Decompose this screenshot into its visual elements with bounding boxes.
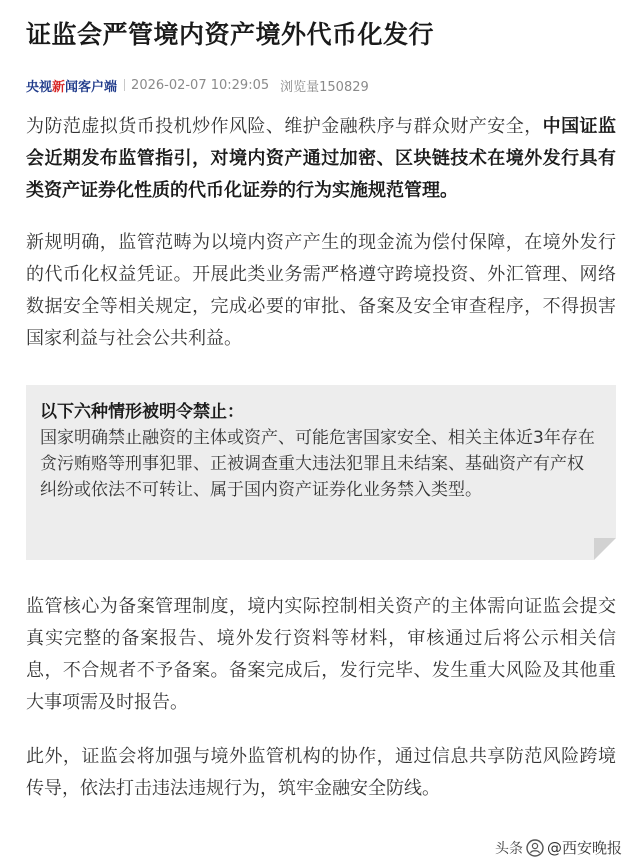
- article-meta: [26, 74, 616, 96]
- paragraph-1-text: 为防范虚拟货币投机炒作风险、维护金融秩序与群众财产安全，: [26, 116, 543, 137]
- source-name[interactable]: [26, 76, 117, 95]
- view-count: 浏览量150829: [280, 79, 369, 95]
- paragraph-1: [26, 111, 616, 207]
- page-fold-icon: [594, 538, 616, 560]
- watermark-account: @西安晚报: [546, 839, 622, 857]
- article-title: 证监会严管境内资产境外代币化发行: [26, 20, 435, 49]
- prohibition-quote-box: [26, 385, 616, 560]
- publish-datetime: 2026-02-07 10:29:05: [131, 77, 270, 93]
- article: [26, 0, 616, 805]
- quote-body: 国家明确禁止融资的主体或资产、可能危害国家安全、相关主体近3年存在贪污贿赂等刑事犯罪、正被调查重大违法犯罪且未结案、基础资产有产权纠纷或依法不可转让、属于国内资产证券化业务禁入类型。: [40, 428, 595, 500]
- account-avatar-icon: [526, 839, 544, 857]
- meta-divider: [124, 79, 125, 91]
- watermark-platform: 头条: [494, 840, 523, 857]
- paragraph-4: 此外，证监会将加强与境外监管机构的协作，通过信息共享防范风险跨境传导，依法打击违法违规行为，筑牢金融安全防线。: [26, 746, 616, 799]
- source-name-part2: 新: [52, 79, 66, 95]
- quote-title: 以下六种情形被明令禁止：: [40, 402, 244, 422]
- paragraph-3: 监管核心为备案管理制度，境内实际控制相关资产的主体需向证监会提交真实完整的备案报告、境外发行资料等材料，审核通过后将公示相关信息，不合规者不予备案。备案完成后，发行完毕、发生重大风险及其他重大事项需及时报告。: [26, 596, 616, 713]
- watermark: [491, 837, 622, 858]
- paragraph-1-bold: 中国证监会近期发布监管指引，对境内资产通过加密、区块链技术在境外发行具有类资产证券化性质的代币化证券的行为实施规范管理。: [26, 116, 617, 201]
- source-name-part1: 央视: [26, 79, 53, 95]
- source-name-part3: 闻客户端: [65, 79, 118, 95]
- paragraph-2: 新规明确，监管范畴为以境内资产产生的现金流为偿付保障，在境外发行的代币化权益凭证。开展此类业务需严格遵守跨境投资、外汇管理、网络数据安全等相关规定，完成必要的审批、备案及安全审查程序，不得损害国家利益与社会公共利益。: [26, 232, 616, 349]
